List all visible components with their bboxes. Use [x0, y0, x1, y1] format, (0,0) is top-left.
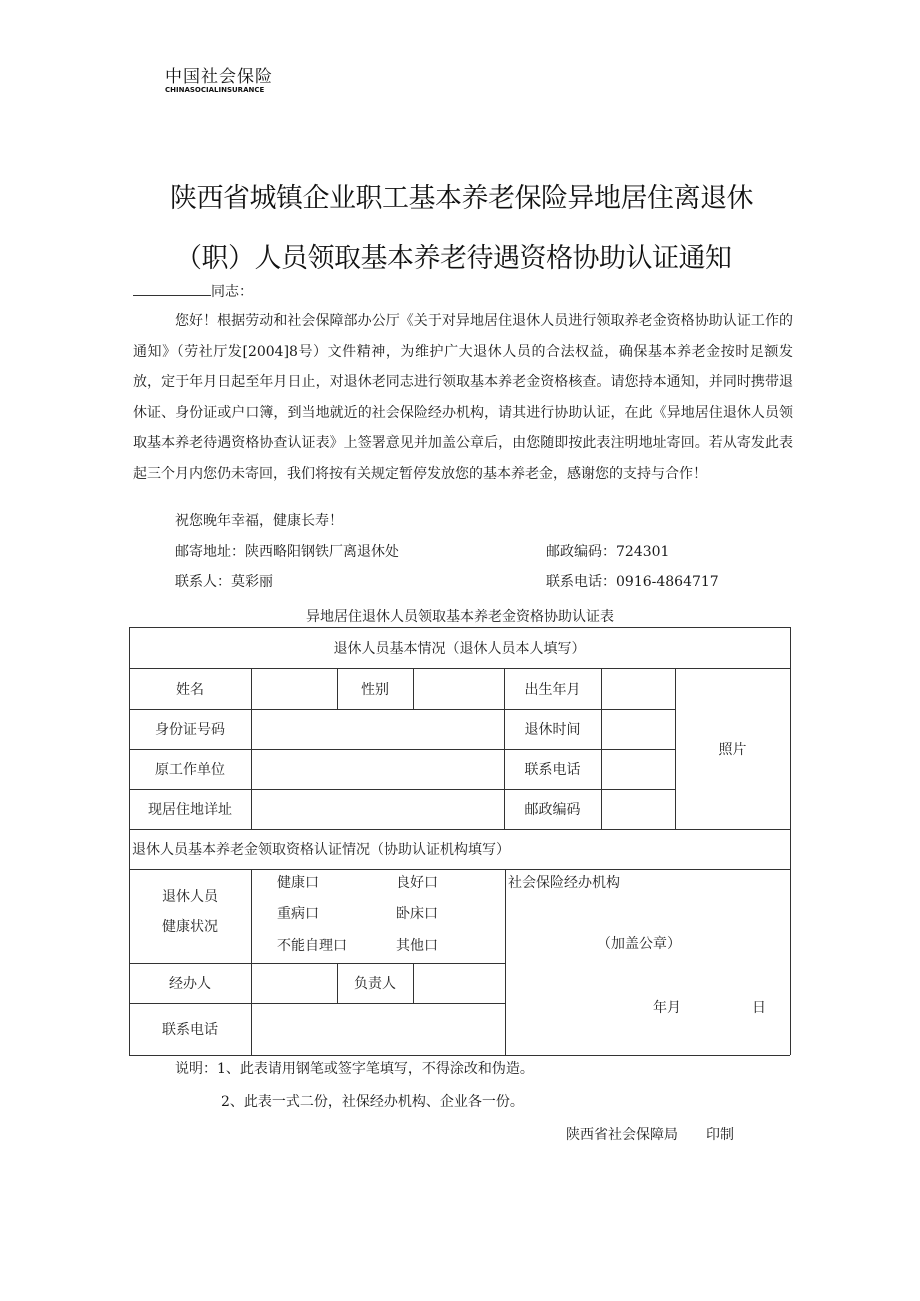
table-border-bottom: [129, 1055, 790, 1056]
birth-field[interactable]: [601, 668, 675, 709]
handler-field[interactable]: [251, 963, 337, 1003]
label-handler: 经办人: [169, 976, 211, 992]
salutation-suffix: 同志：: [211, 284, 253, 300]
recipient-name-blank: [133, 281, 211, 296]
table-border-right: [790, 627, 791, 1055]
contact-person: 联系人：莫彩丽: [175, 574, 273, 590]
issuer-name: 陕西省社会保障局: [566, 1127, 678, 1143]
name-field[interactable]: [251, 668, 337, 709]
mailing-address: 邮寄地址：陕西略阳钢铁厂离退休处: [175, 544, 399, 560]
retire-time-field[interactable]: [601, 709, 675, 749]
note-1: 说明：1、此表请用钢笔或签字笔填写，不得涂改和伪造。: [175, 1061, 534, 1077]
id-number-field[interactable]: [251, 709, 504, 749]
agency-label: 社会保险经办机构: [508, 875, 620, 891]
note-2: 2、此表一式二份，社保经办机构、企业各一份。: [221, 1094, 524, 1110]
certification-form-table: [129, 627, 790, 1055]
health-option-seriously-ill[interactable]: 重病口: [277, 906, 319, 922]
letter-body: 您好！根据劳动和社会保障部办公厅《关于对异地居住退休人员进行领取养老金资格协助认证工作的通知》（劳社厅发[2004]8号）文件精神，为维护广大退休人员的合法权益，确保基本养老金按时足额发放，定于年月日起至年月日止，对退休老同志进行领取基本养老金资格核查。请您持本通知，并同时携带退休证、身份证或户口簿，到当地就近的社会保险经办机构，请其进行协助认证，在此《异地居住退休人员领取基本养老待遇资格协查认证表》上签署意见并加盖公章后，由您随即按此表注明地址寄回。若从寄发此表起三个月内您仍未寄回，我们将按有关规定暂停发放您的基本养老金，感谢您的支持与合作！: [133, 313, 793, 482]
label-phone: 联系电话: [524, 762, 581, 778]
health-option-other[interactable]: 其他口: [396, 938, 438, 954]
date-year-month: 年月: [653, 1000, 681, 1016]
date-day: 日: [752, 1000, 766, 1016]
address-field[interactable]: [251, 789, 504, 829]
health-option-healthy[interactable]: 健康口: [277, 875, 319, 891]
label-name: 姓名: [176, 681, 204, 698]
printed-label: 印制: [706, 1127, 734, 1143]
postcode-field[interactable]: [601, 789, 675, 829]
health-option-bedridden[interactable]: 卧床口: [396, 906, 438, 922]
postal-code: 邮政编码：724301: [546, 544, 670, 560]
label-gender: 性别: [361, 681, 389, 698]
agency-phone-field[interactable]: [251, 1003, 505, 1055]
supervisor-field[interactable]: [413, 963, 505, 1003]
label-work-unit: 原工作单位: [155, 762, 225, 778]
contact-phone: 联系电话：0916-4864717: [546, 574, 719, 590]
health-option-not-self-care[interactable]: 不能自理口: [277, 938, 347, 954]
stamp-label: （加盖公章）: [597, 936, 681, 952]
photo-box[interactable]: 照片: [718, 741, 747, 758]
label-address: 现居住地详址: [148, 802, 232, 818]
logo-english: CHINASOCIALINSURANCE: [165, 86, 265, 94]
label-retire-time: 退休时间: [524, 722, 581, 738]
label-id-number: 身份证号码: [155, 722, 225, 738]
health-status-label: [129, 869, 251, 963]
work-unit-field[interactable]: [251, 749, 504, 789]
form-title: 异地居住退休人员领取基本养老金资格协助认证表: [306, 609, 614, 625]
phone-field[interactable]: [601, 749, 675, 789]
table-line: [505, 869, 506, 1055]
label-agency-phone: 联系电话: [162, 1022, 218, 1038]
logo-chinese: 中国社会保险: [165, 67, 273, 87]
document-title-line-2: （职）人员领取基本养老待遇资格协助认证通知: [175, 243, 732, 274]
section1-header: 退休人员基本情况（退休人员本人填写）: [333, 640, 586, 657]
section2-header: 退休人员基本养老金领取资格认证情况（协助认证机构填写）: [132, 842, 510, 858]
label-postcode: 邮政编码: [524, 802, 581, 818]
label-supervisor: 负责人: [354, 976, 396, 992]
gender-field[interactable]: [413, 668, 504, 709]
health-label-line1: 退休人员: [162, 889, 218, 905]
document-title-line-1: 陕西省城镇企业职工基本养老保险异地居住离退休: [170, 183, 753, 214]
salutation: [133, 281, 253, 301]
health-option-good[interactable]: 良好口: [396, 875, 438, 891]
label-birth: 出生年月: [524, 681, 581, 698]
issuer-line: [566, 1124, 734, 1144]
closing-wish: 祝您晚年幸福，健康长寿！: [175, 513, 343, 529]
health-label-line2: 健康状况: [162, 919, 218, 935]
